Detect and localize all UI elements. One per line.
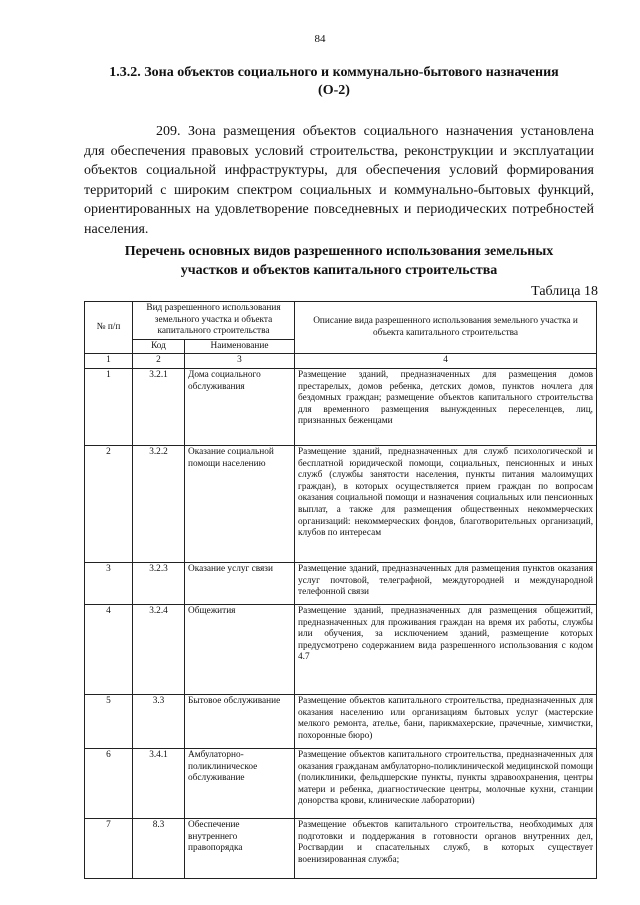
list-title-line1: Перечень основных видов разрешенного использования земельных <box>124 244 554 259</box>
row-num: 5 <box>85 694 133 748</box>
row-desc: Размещение зданий, предназначенных для размещения домов престарелых, домов ребенка, детских домов, пунктов ночлега для бездомных граждан; размещение объектов капитального строительства для временного размещения вынужденных переселенцев, лиц, признанных беженцами <box>295 368 597 445</box>
table-row <box>85 562 597 604</box>
row-name: Оказание социальной помощи населению <box>185 445 295 562</box>
table-row <box>85 818 597 878</box>
row-name: Оказание услуг связи <box>185 562 295 604</box>
table-row <box>85 748 597 818</box>
table-label: Таблица 18 <box>531 284 598 299</box>
header-num: № п/п <box>85 302 133 354</box>
row-num: 1 <box>85 368 133 445</box>
row-code: 3.3 <box>133 694 185 748</box>
row-desc: Размещение зданий, предназначенных для размещения общежитий, предназначенных для проживания граждан на время их работы, службы или обучения, за исключением зданий, размещение которых предусмотрено содержанием вида разрешенного использования с кодом 4.7 <box>295 604 597 694</box>
header-desc: Описание вида разрешенного использования земельного участка и объекта капитального строительства <box>295 302 597 354</box>
section-title <box>84 64 584 100</box>
row-num: 2 <box>85 445 133 562</box>
row-code: 3.2.4 <box>133 604 185 694</box>
row-desc: Размещение объектов капитального строительства, предназначенных для оказания населению или организациям бытовых услуг (мастерские мелкого ремонта, ателье, бани, парикмахерские, прачечные, химчистки, похоронные бюро) <box>295 694 597 748</box>
row-name: Амбулаторно-поликлиническое обслуживание <box>185 748 295 818</box>
row-num: 3 <box>85 562 133 604</box>
row-code: 3.2.1 <box>133 368 185 445</box>
section-title-line1: 1.3.2. Зона объектов социального и коммунально-бытового назначения <box>109 65 559 80</box>
row-code: 3.4.1 <box>133 748 185 818</box>
index-cell: 3 <box>185 354 295 369</box>
row-num: 4 <box>85 604 133 694</box>
list-title-line2: участков и объектов капитального строительства <box>180 263 498 278</box>
row-desc: Размещение объектов капитального строительства, необходимых для подготовки и поддержания в готовности органов внутренних дел, Росгвардии и спасательных служб, в которых существует военизированная служба; <box>295 818 597 878</box>
page-number: 84 <box>314 33 326 45</box>
body-paragraph: 209. Зона размещения объектов социального назначения установлена для обеспечения правовых условий строительства, реконструкции и эксплуатации объектов социальной инфраструктуры, для обеспечения условий формирования территорий с широким спектром социальных и коммунально-бытовых функций, ориентированных на удовлетворение повседневных и периодических потребностей населения. <box>84 124 594 237</box>
index-cell: 1 <box>85 354 133 369</box>
table-row <box>85 445 597 562</box>
row-desc: Размещение зданий, предназначенных для размещения пунктов оказания услуг почтовой, телеграфной, междугородней и международной телефонной связи <box>295 562 597 604</box>
index-cell: 2 <box>133 354 185 369</box>
row-desc: Размещение объектов капитального строительства, предназначенных для оказания гражданам амбулаторно-поликлинической медицинской помощи (поликлиники, фельдшерские пункты, пункты здравоохранения, центры матери и ребенка, диагностические центры, молочные кухни, станции донорства крови, клинические лаборатории) <box>295 748 597 818</box>
section-title-line2: (О-2) <box>318 83 350 98</box>
table-row <box>85 694 597 748</box>
row-num: 7 <box>85 818 133 878</box>
row-code: 3.2.2 <box>133 445 185 562</box>
row-name: Дома социального обслуживания <box>185 368 295 445</box>
row-desc: Размещение зданий, предназначенных для служб психологической и бесплатной юридической помощи, социальных, пенсионных и иных служб (службы занятости населения, пункты питания малоимущих граждан), в которых осуществляется прием граждан по вопросам оказания социальной помощи и назначения социальных или пенсионных выплат, а также для размещения общественных некоммерческих организаций: некоммерческих фондов, благотворительных организаций, клубов по интересам <box>295 445 597 562</box>
row-num: 6 <box>85 748 133 818</box>
permitted-use-table <box>84 301 597 879</box>
table-row <box>85 368 597 445</box>
index-cell: 4 <box>295 354 597 369</box>
header-code: Код <box>133 339 185 354</box>
row-name: Бытовое обслуживание <box>185 694 295 748</box>
row-code: 3.2.3 <box>133 562 185 604</box>
row-name: Обеспечение внутреннего правопорядка <box>185 818 295 878</box>
header-name: Наименование <box>185 339 295 354</box>
row-name: Общежития <box>185 604 295 694</box>
list-title <box>84 242 594 280</box>
table-row <box>85 604 597 694</box>
index-row <box>85 354 597 369</box>
header-kind: Вид разрешенного использования земельного участка и объекта капитального строительства <box>133 302 295 340</box>
row-code: 8.3 <box>133 818 185 878</box>
